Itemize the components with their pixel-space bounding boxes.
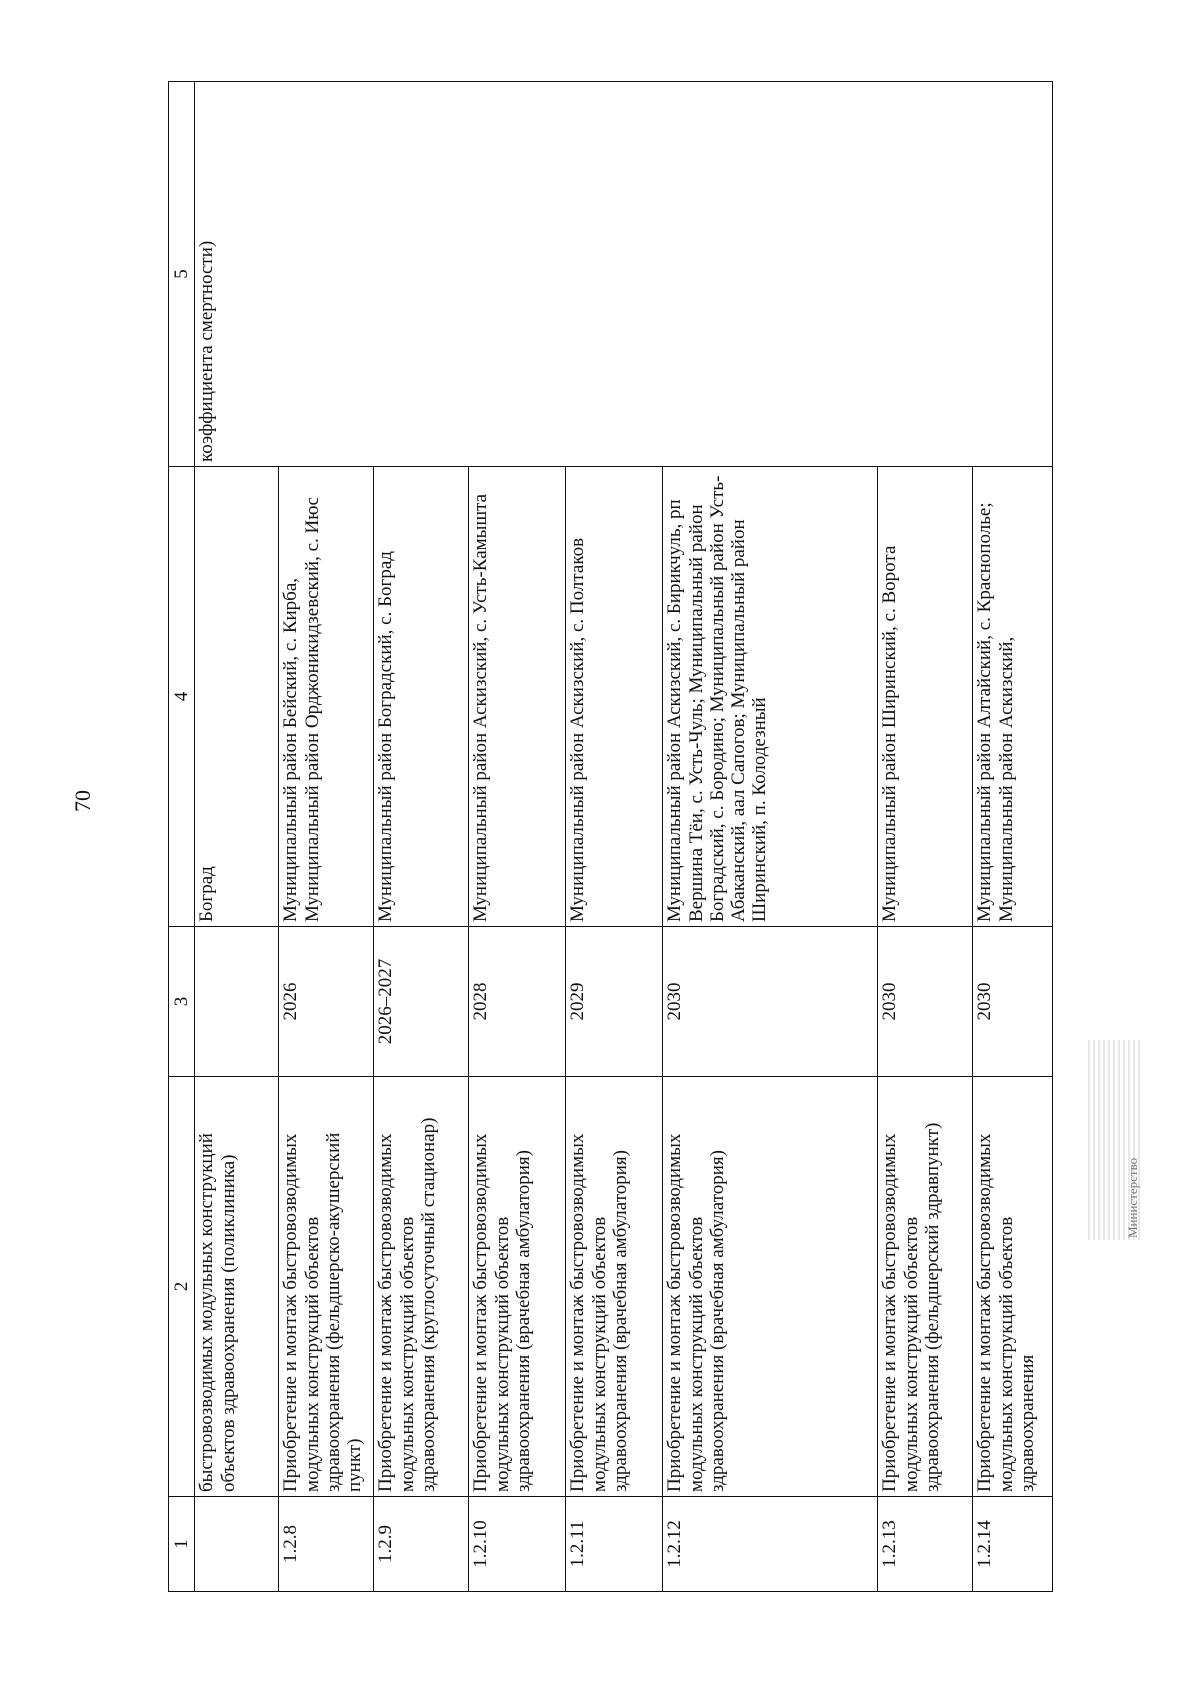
row-text: Приобретение и монтаж быстровозводимых модульных конструкций объектов здравоохранения (врачебная амбулатория)	[566, 1077, 663, 1497]
row-location: Муниципальный район Аскизский, с. Усть-Камышта	[469, 467, 566, 927]
row-location: Муниципальный район Алтайский, с. Краснополье; Муниципальный район Аскизский,	[973, 467, 1053, 927]
table-body	[195, 82, 1053, 1592]
row-location: Боград	[195, 467, 279, 927]
row-number: 1.2.10	[469, 1497, 566, 1592]
header-col-4: 4	[169, 467, 195, 927]
row-text: Приобретение и монтаж быстровозводимых модульных конструкций объектов здравоохранения (круглосуточный стационар)	[374, 1077, 469, 1497]
row-year: 2030	[663, 927, 878, 1077]
page-number: 70	[70, 790, 95, 812]
row-year: 2026–2027	[374, 927, 469, 1077]
row-number: 1.2.8	[279, 1497, 374, 1592]
row-year	[195, 927, 279, 1077]
row-location: Муниципальный район Аскизский, с. Полтаков	[566, 467, 663, 927]
header-col-3: 3	[169, 927, 195, 1077]
row-number	[195, 1497, 279, 1592]
row-number: 1.2.13	[878, 1497, 973, 1592]
row-text: Приобретение и монтаж быстровозводимых модульных конструкций объектов здравоохранения (врачебная амбулатория)	[469, 1077, 566, 1497]
row-number: 1.2.12	[663, 1497, 878, 1592]
row-year: 2026	[279, 927, 374, 1077]
row-location: Муниципальный район Ширинский, с. Ворота	[878, 467, 973, 927]
row-year: 2030	[973, 927, 1053, 1077]
row-location: Муниципальный район Аскизский, с. Бирикчуль, рп Вершина Тёи, с. Усть-Чуль; Муниципальный район Боградский, с. Бородино; Муниципальный район Усть-Абаканский, аал Сапогов; Муниципальный район Ширинский, п. Колодезный	[663, 467, 878, 927]
row-text: быстровозводимых модульных конструкций объектов здравоохранения (поликлиника)	[195, 1077, 279, 1497]
header-col-1: 1	[169, 1497, 195, 1592]
header-row	[169, 82, 195, 1592]
rotated-table-container	[168, 82, 1200, 1592]
row-text: Приобретение и монтаж быстровозводимых модульных конструкций объектов здравоохранения (фельдшерский здравпункт)	[878, 1077, 973, 1497]
row-number: 1.2.9	[374, 1497, 469, 1592]
row-number: 1.2.14	[973, 1497, 1053, 1592]
row-number: 1.2.11	[566, 1497, 663, 1592]
row-text: Приобретение и монтаж быстровозводимых модульных конструкций объектов здравоохранения (врачебная амбулатория)	[663, 1077, 878, 1497]
program-table	[168, 81, 1053, 1592]
row-text: Приобретение и монтаж быстровозводимых модульных конструкций объектов здравоохранения (фельдшерско-акушерский пункт)	[279, 1077, 374, 1497]
row-location: Муниципальный район Бейский, с. Кирба, Муниципальный район Орджоникидзевский, с. Июс	[279, 467, 374, 927]
header-col-5: 5	[169, 82, 195, 467]
row-location: Муниципальный район Боградский, с. Боград	[374, 467, 469, 927]
row-text: Приобретение и монтаж быстровозводимых модульных конструкций объектов здравоохранения	[973, 1077, 1053, 1497]
stamp-text: Министерство	[1125, 1157, 1140, 1238]
row-note: коэффициента смертности)	[195, 82, 1053, 467]
row-year: 2030	[878, 927, 973, 1077]
row-year: 2028	[469, 927, 566, 1077]
header-col-2: 2	[169, 1077, 195, 1497]
table-row	[195, 82, 279, 1592]
row-year: 2029	[566, 927, 663, 1077]
